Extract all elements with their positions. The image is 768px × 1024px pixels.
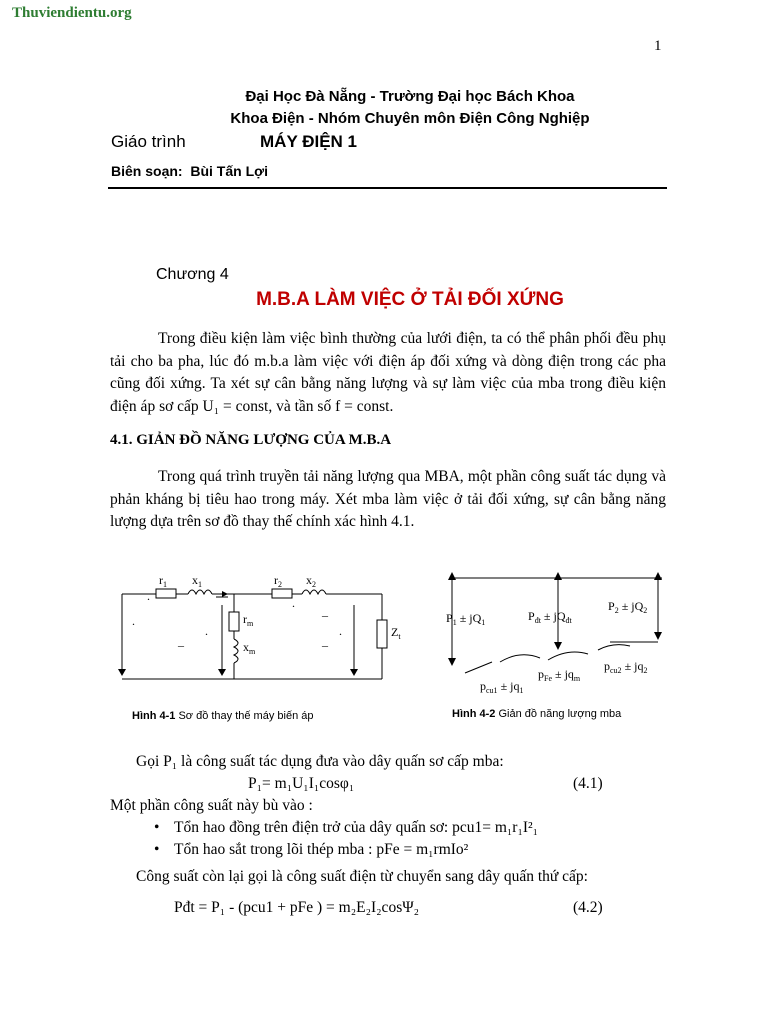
chapter-label: Chương 4 (156, 266, 229, 283)
figure1-caption (132, 710, 314, 722)
svg-text:_: _ (322, 634, 328, 648)
svg-text:Pđt ± jQđt: $P_{đt} \pm jQ_{đt}$ (528, 609, 572, 625)
svg-text:r2: $r_2$ (274, 573, 282, 589)
equation-4-1: P₁= m₁U₁I₁cosφ₁ (248, 775, 355, 792)
list-item: • Tổn hao đồng trên điện trở của dây quấn sơ: pcu1= m₁r₁I²₁ (174, 819, 538, 841)
chapter-title: M.B.A LÀM VIỆC Ở TẢI ĐỐI XỨNG (256, 289, 564, 310)
course-title: MÁY ĐIỆN 1 (260, 132, 357, 151)
svg-text:pFe ± jqm: $p_{Fe} \pm jq_m$ (538, 667, 581, 683)
svg-text:rm: $r_m$ (243, 612, 254, 628)
svg-text:.: . (147, 589, 150, 603)
author-name: Bùi Tấn Lợi (190, 163, 268, 179)
figure1-caption-number: Hình 4-1 (132, 710, 176, 722)
header-divider (108, 187, 667, 189)
svg-text:pcu1 ± jq1: $p_{cu1} \pm jq_1$ (480, 679, 524, 695)
zt-load (377, 620, 387, 648)
svg-text:x2: $x_2$ (306, 573, 316, 589)
energy-flow-diagram (430, 570, 670, 695)
svg-text:.: . (132, 614, 135, 628)
equation-4-2-number: (4.2) (573, 899, 603, 916)
body-line-1: Gọi P₁ là công suất tác dụng đưa vào dây quấn sơ cấp mba: (136, 753, 504, 770)
intro-paragraph (110, 328, 666, 418)
x2-inductor (302, 590, 326, 594)
figure2-caption (452, 708, 621, 720)
equation-4-1-number: (4.1) (573, 775, 603, 792)
author-line (111, 163, 268, 179)
svg-text:.: . (292, 596, 295, 610)
section-text: Trong quá trình truyền tải năng lượng qua MBA, một phần công suất tác dụng và phản kháng bị tiêu hao trong máy. Xét mba làm việc ở tải đối xứng, sự cân bằng năng lượng dựa trên sơ đồ thay thế chính xác hình 4.1. (110, 468, 666, 530)
svg-text:pcu2 ± jq2: $p_{cu2} \pm jq_2$ (604, 659, 648, 675)
section-heading: 4.1. GIẢN ĐỒ NĂNG LƯỢNG CỦA M.B.A (110, 432, 392, 448)
equation-4-2: Pđt = P₁ - (pcu1 + pFe ) = m₂E₂I₂cosΨ₂ (174, 899, 420, 916)
department-line: Khoa Điện - Nhóm Chuyên môn Điện Công Nghiệp (230, 110, 590, 127)
rm-resistor (229, 612, 239, 631)
page-number: 1 (654, 38, 662, 54)
xm-inductor (234, 639, 238, 663)
svg-text:_: _ (322, 604, 328, 618)
svg-text:P2 ± jQ2: $P_2 \pm jQ_2$ (608, 599, 648, 615)
x1-inductor (188, 590, 212, 594)
svg-text:.: . (205, 624, 208, 638)
intro-text: Trong điều kiện làm việc bình thường của lưới điện, ta có thể phân phối đều phụ tải cho ba pha, lúc đó m.b.a làm việc với điện áp đối xứng và dòng điện trong các pha cũng đối xứng. Ta xét sự cân bằng năng lượng và sự làm việc của mba trong điều kiện điện áp sơ cấp U₁ = const, và tần số f = const. (110, 330, 666, 415)
svg-text:P1 ± jQ1: $P_1 \pm jQ_1$ (446, 611, 486, 627)
list-item: • Tổn hao sắt trong lõi thép mba : pFe = m₁rmIo² (174, 841, 538, 863)
svg-text:Zt: $Z_t$ (391, 625, 401, 641)
university-line: Đại Học Đà Nẵng - Trường Đại học Bách Khoa (245, 88, 575, 105)
r1-resistor (156, 589, 176, 598)
r2-resistor (272, 589, 292, 598)
author-label: Biên soạn: (111, 163, 183, 179)
svg-text:xm: $x_m$ (243, 640, 256, 656)
course-label: Giáo trình (111, 132, 186, 151)
body-line-3: Công suất còn lại gọi là công suất điện từ chuyển sang dây quấn thứ cấp: (136, 868, 588, 885)
figure2-caption-text: Giản đồ năng lượng mba (498, 708, 622, 720)
equivalent-circuit-diagram (112, 565, 402, 690)
body-line-2: Một phần công suất này bù vào : (110, 797, 313, 814)
section-paragraph (110, 466, 666, 534)
svg-text:_: _ (178, 634, 184, 648)
svg-text:.: . (339, 624, 342, 638)
figure1-caption-text: Sơ đồ thay thế máy biến áp (178, 710, 314, 722)
svg-text:x1: $x_1$ (192, 573, 202, 589)
loss-list (174, 819, 538, 863)
figure2-caption-number: Hình 4-2 (452, 708, 496, 720)
svg-text:r1: $r_1$ (159, 573, 167, 589)
watermark: Thuviendientu.org (12, 5, 132, 21)
